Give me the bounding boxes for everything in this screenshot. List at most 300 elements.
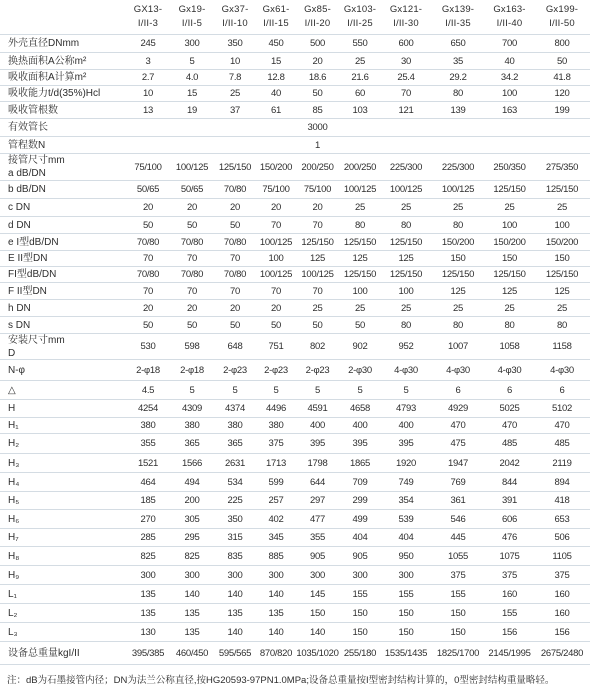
table-cell: 477 [310, 513, 325, 525]
table-cell: 255/180 [343, 647, 377, 659]
table-cell: 18.6 [308, 72, 327, 83]
table-cell: 905 [310, 550, 325, 562]
table-cell: 300 [398, 569, 414, 581]
table-cell: 270 [140, 513, 156, 525]
table-cell: 100/125 [259, 236, 293, 248]
empty-cell [126, 119, 170, 136]
table-cell: 300 [352, 569, 368, 581]
table-cell: 2-φ23 [305, 364, 330, 376]
table-cell: 5 [403, 384, 409, 396]
table-row [0, 642, 590, 665]
table-cell: 140 [227, 588, 243, 600]
table-cell: 5 [273, 384, 279, 396]
row-label-text: 外壳直径DNmm [8, 38, 80, 49]
table-cell: 709 [352, 476, 368, 488]
column-header [296, 0, 339, 34]
table-cell: 150 [502, 253, 517, 264]
column-header-variant: I/II-25 [347, 18, 373, 29]
column-header-variant: I/II-40 [496, 18, 523, 29]
table-cell: 225/300 [441, 161, 475, 173]
table-cell: 25 [557, 302, 567, 314]
table-cell: 80 [401, 319, 411, 331]
table-cell: 160 [554, 588, 570, 600]
table-cell: 250/350 [493, 161, 526, 173]
table-cell: 70 [143, 253, 153, 264]
row-label-text: H₄ [8, 476, 20, 488]
table-cell: 4-φ30 [394, 364, 418, 376]
table-cell: 20 [271, 202, 281, 213]
table-cell: 485 [554, 438, 570, 449]
table-cell: 20 [187, 202, 197, 213]
row-label-text: 管程数N [8, 139, 46, 151]
table-row [0, 154, 590, 181]
table-cell: 650 [450, 38, 466, 49]
table-cell: 50 [230, 319, 240, 331]
table-cell: 25 [453, 302, 463, 314]
table-cell: 70 [187, 285, 197, 297]
row-label-text: H₂ [8, 438, 20, 449]
table-cell: 380 [140, 420, 156, 431]
empty-cell [214, 119, 256, 136]
header-corner [0, 0, 126, 34]
row-label [0, 454, 126, 472]
table-cell: 1105 [552, 550, 572, 562]
table-cell: 1798 [307, 457, 328, 469]
table-row [0, 86, 590, 102]
table-cell: 494 [184, 476, 200, 488]
table-cell: 395 [398, 438, 414, 449]
table-cell: 365 [227, 438, 243, 449]
table-cell: 275/350 [545, 161, 579, 173]
table-cell: 185 [140, 495, 156, 506]
table-cell: 539 [398, 513, 414, 525]
empty-cell [170, 119, 214, 136]
table-cell: 150 [310, 607, 325, 619]
table-row [0, 334, 590, 360]
table-cell: 391 [502, 495, 517, 506]
table-cell: 145 [310, 588, 325, 600]
table-cell: 139 [450, 104, 466, 116]
spanning-value-cell: 3000 [307, 122, 328, 133]
row-label [0, 418, 126, 433]
table-row [0, 267, 590, 283]
empty-cell [256, 137, 296, 153]
column-header [534, 0, 590, 34]
table-cell: 156 [502, 626, 517, 638]
table-cell: 550 [352, 38, 368, 49]
row-label [0, 199, 126, 216]
table-cell: 350 [227, 38, 243, 49]
table-cell: 25 [312, 302, 323, 314]
table-cell: 835 [227, 550, 243, 562]
table-cell: 402 [268, 513, 284, 525]
table-cell: 125/150 [441, 269, 475, 280]
column-header-variant: I/II-15 [263, 18, 289, 29]
row-label-text: s DN [8, 319, 31, 331]
row-label [0, 360, 126, 380]
table-cell: 5 [232, 384, 238, 396]
table-cell: 20 [143, 202, 153, 213]
table-cell: 70 [401, 88, 411, 99]
table-cell: 546 [450, 513, 466, 525]
empty-cell [534, 119, 590, 136]
row-label [0, 434, 126, 453]
table-cell: 121 [398, 104, 414, 116]
table-cell: 4-φ30 [446, 364, 470, 376]
table-cell: 870/820 [259, 647, 293, 659]
table-cell: 5 [189, 384, 195, 396]
table-cell: 599 [268, 476, 284, 488]
table-cell: 445 [450, 532, 466, 543]
table-cell: 50 [143, 319, 153, 331]
row-label [0, 102, 126, 118]
column-header-model: Gx103- [343, 4, 377, 15]
table-cell: 4254 [138, 403, 158, 414]
table-cell: 50 [271, 319, 281, 331]
empty-cell [214, 137, 256, 153]
table-cell: 470 [502, 420, 517, 431]
table-row [0, 585, 590, 604]
table-cell: 125 [352, 253, 368, 264]
column-header-variant: I/II-30 [393, 18, 419, 29]
table-cell: 100/125 [441, 184, 475, 195]
table-cell: 354 [398, 495, 414, 506]
column-header-model: Gx139- [441, 4, 475, 15]
table-cell: 70/80 [136, 236, 160, 248]
table-cell: 300 [227, 569, 243, 581]
column-header [381, 0, 431, 34]
row-label-text: L₁ [8, 588, 17, 600]
row-label-text: △ [8, 384, 16, 396]
table-cell: 700 [502, 38, 517, 49]
row-label [0, 35, 126, 52]
table-cell: 150 [352, 607, 368, 619]
table-cell: 140 [268, 626, 284, 638]
table-cell: 29.2 [449, 72, 467, 83]
table-row [0, 199, 590, 217]
table-cell: 800 [554, 38, 570, 49]
table-cell: 380 [268, 420, 284, 431]
table-cell: 365 [184, 438, 200, 449]
table-cell: 40 [504, 55, 515, 67]
table-row [0, 400, 590, 418]
table-cell: 4.0 [185, 72, 199, 83]
row-label-text: H₅ [8, 495, 20, 506]
empty-cell [256, 119, 296, 136]
table-cell: 2-φ18 [180, 364, 204, 376]
table-cell: 100/125 [389, 184, 423, 195]
table-cell: 2-φ23 [264, 364, 288, 376]
column-header-model: GX13- [133, 4, 163, 15]
row-label-text: L₂ [8, 607, 18, 619]
table-cell: 375 [502, 569, 517, 581]
table-cell: 844 [502, 476, 517, 488]
column-header-variant: I/II-20 [304, 18, 331, 29]
table-cell: 361 [450, 495, 466, 506]
table-cell: 315 [227, 532, 243, 543]
table-cell: 769 [450, 476, 466, 488]
table-cell: 464 [140, 476, 156, 488]
table-cell: 4658 [350, 403, 370, 414]
row-label-text: L₃ [8, 626, 18, 638]
table-cell: 160 [502, 588, 517, 600]
table-cell: 100/125 [343, 184, 377, 195]
row-label [0, 181, 126, 198]
column-header-model: Gx37- [221, 4, 249, 15]
row-label-text: d DN [8, 219, 31, 231]
row-label-text: 设备总重量kgI/II [8, 647, 80, 659]
table-row [0, 70, 590, 86]
table-cell: 648 [227, 341, 243, 352]
table-cell: 25 [557, 202, 567, 213]
row-label [0, 70, 126, 85]
table-cell: 135 [268, 607, 284, 619]
table-cell: 50 [312, 319, 323, 331]
table-cell: 395/385 [131, 647, 165, 659]
table-cell: 125/150 [545, 269, 579, 280]
table-cell: 25 [401, 302, 411, 314]
empty-cell [485, 119, 534, 136]
row-label-text: 吸收面积A计算m² [8, 72, 87, 83]
table-cell: 125 [554, 285, 570, 297]
table-cell: 80 [453, 319, 463, 331]
table-row [0, 418, 590, 434]
table-cell: 300 [310, 569, 325, 581]
table-cell: 825 [184, 550, 200, 562]
table-row [0, 137, 590, 154]
table-cell: 100 [352, 285, 368, 297]
table-cell: 155 [352, 588, 368, 600]
row-label-text: E II型DN [8, 253, 48, 264]
row-label-text: H₈ [8, 550, 20, 562]
table-cell: 6 [507, 384, 512, 396]
column-header-variant: I/II-35 [445, 18, 471, 29]
table-row [0, 360, 590, 381]
table-cell: 70/80 [223, 269, 247, 280]
table-cell: 534 [227, 476, 243, 488]
table-cell: 150/200 [493, 236, 526, 248]
table-cell: 135 [140, 607, 156, 619]
column-header-model: Gx85- [304, 4, 331, 15]
table-cell: 100 [502, 219, 517, 231]
row-label [0, 623, 126, 641]
table-cell: 100/125 [301, 269, 334, 280]
table-cell: 5025 [499, 403, 520, 414]
table-cell: 4.5 [141, 384, 155, 396]
table-cell: 135 [184, 626, 200, 638]
table-cell: 7.8 [228, 72, 242, 83]
table-cell: 644 [310, 476, 325, 488]
table-cell: 2675/2480 [540, 647, 584, 659]
table-cell: 400 [398, 420, 414, 431]
table-cell: 200/250 [301, 161, 334, 173]
row-label [0, 529, 126, 546]
table-cell: 140 [184, 588, 200, 600]
table-row [0, 529, 590, 547]
table-cell: 41.8 [553, 72, 571, 83]
table-row [0, 381, 590, 400]
table-cell: 395 [352, 438, 368, 449]
empty-cell [381, 137, 431, 153]
footnote: 注：dB为石墨接管内径；DN为法兰公称直径,按HG20593-97PN1.0MPa;设备总重量按I型密封结构计算的，0型密封结构重量略轻。 [7, 675, 555, 686]
table-cell: 395 [310, 438, 325, 449]
table-cell: 155 [502, 607, 517, 619]
table-cell: 15 [187, 88, 197, 99]
row-label [0, 473, 126, 491]
row-label [0, 400, 126, 417]
table-row [0, 283, 590, 300]
table-cell: 894 [554, 476, 570, 488]
table-cell: 100 [502, 88, 517, 99]
table-cell: 2-φ18 [136, 364, 160, 376]
table-cell: 1713 [266, 457, 286, 469]
table-cell: 100 [398, 285, 414, 297]
table-cell: 4-φ30 [497, 364, 522, 376]
table-cell: 80 [401, 219, 411, 231]
table-cell: 598 [184, 341, 200, 352]
table-cell: 400 [352, 420, 368, 431]
table-cell: 125/150 [218, 161, 252, 173]
row-label [0, 492, 126, 509]
table-cell: 75/100 [134, 161, 162, 173]
table-cell: 61 [271, 104, 281, 116]
table-cell: 375 [268, 438, 284, 449]
empty-cell [126, 137, 170, 153]
table-cell: 140 [227, 626, 243, 638]
table-cell: 155 [450, 588, 466, 600]
table-row [0, 510, 590, 529]
row-label [0, 251, 126, 266]
table-cell: 50 [355, 319, 365, 331]
table-cell: 80 [504, 319, 515, 331]
row-label-text: FI型dB/DN [8, 269, 57, 280]
table-cell: 418 [554, 495, 570, 506]
table-cell: 70 [187, 253, 197, 264]
row-label-subtext: D [8, 347, 16, 359]
table-cell: 5 [357, 384, 363, 396]
table-cell: 299 [352, 495, 368, 506]
table-cell: 150 [398, 626, 414, 638]
row-label-text: F II型DN [8, 285, 47, 297]
table-cell: 225/300 [389, 161, 423, 173]
table-cell: 1920 [396, 457, 416, 469]
table-row [0, 317, 590, 334]
empty-cell [431, 119, 485, 136]
table-cell: 150/200 [441, 236, 475, 248]
row-label [0, 234, 126, 250]
table-cell: 150 [450, 626, 466, 638]
table-cell: 825 [140, 550, 156, 562]
table-cell: 404 [398, 532, 414, 543]
table-cell: 470 [450, 420, 466, 431]
table-cell: 125 [450, 285, 466, 297]
table-cell: 20 [143, 302, 153, 314]
row-label-text: b dB/DN [8, 184, 46, 195]
table-cell: 450 [268, 38, 284, 49]
table-cell: 75/100 [303, 184, 332, 195]
table-cell: 5 [189, 55, 195, 67]
table-cell: 135 [227, 607, 243, 619]
table-cell: 80 [355, 219, 365, 231]
column-header-variant: I/II-10 [222, 18, 248, 29]
table-row [0, 102, 590, 119]
table-cell: 245 [140, 38, 156, 49]
table-cell: 20 [312, 55, 323, 67]
table-cell: 75/100 [262, 184, 290, 195]
table-cell: 70 [271, 285, 281, 297]
table-cell: 20 [271, 302, 281, 314]
row-label-text: H₉ [8, 569, 20, 581]
table-cell: 1535/1435 [384, 647, 428, 659]
table-cell: 150/200 [545, 236, 579, 248]
table-cell: 257 [268, 495, 284, 506]
row-label-text: 换热面积A公称m² [8, 55, 87, 67]
table-cell: 80 [557, 319, 567, 331]
table-cell: 375 [554, 569, 570, 581]
table-cell: 125/150 [493, 269, 526, 280]
table-cell: 2631 [225, 457, 245, 469]
table-row [0, 217, 590, 234]
table-cell: 70/80 [223, 184, 247, 195]
row-label-text: H [8, 403, 16, 414]
table-cell: 460/450 [175, 647, 209, 659]
table-cell: 5102 [552, 403, 572, 414]
table-cell: 50 [312, 88, 323, 99]
empty-cell [485, 137, 534, 153]
table-cell: 130 [140, 626, 156, 638]
table-cell: 475 [450, 438, 466, 449]
table-cell: 100/125 [259, 269, 293, 280]
table-cell: 2.7 [141, 72, 155, 83]
table-cell: 2-φ30 [348, 364, 372, 376]
table-cell: 295 [184, 532, 200, 543]
table-cell: 4793 [396, 403, 416, 414]
table-cell: 60 [355, 88, 365, 99]
table-cell: 163 [502, 104, 517, 116]
table-cell: 25 [355, 202, 365, 213]
table-cell: 1075 [499, 550, 520, 562]
table-row [0, 251, 590, 267]
row-label [0, 566, 126, 584]
table-cell: 6 [455, 384, 461, 396]
row-label-text: 吸收管根数 [8, 104, 58, 116]
table-cell: 70/80 [223, 236, 247, 248]
row-label-text: 吸收能力t/d(35%)Hcl [8, 88, 101, 99]
table-cell: 156 [554, 626, 570, 638]
table-cell: 125/150 [493, 184, 526, 195]
table-cell: 2-φ23 [223, 364, 247, 376]
row-label-text: N-φ [8, 364, 26, 376]
table-cell: 70 [230, 285, 240, 297]
table-cell: 485 [502, 438, 517, 449]
column-header-model: Gx199- [545, 4, 579, 15]
table-cell: 2042 [499, 457, 520, 469]
table-cell: 50/65 [136, 184, 160, 195]
table-cell: 50 [143, 219, 153, 231]
table-cell: 751 [268, 341, 284, 352]
column-header-model: Gx61- [262, 4, 290, 15]
table-cell: 80 [453, 88, 463, 99]
column-header [485, 0, 534, 34]
table-cell: 70 [230, 253, 240, 264]
column-header-variant: I/II-3 [137, 18, 159, 29]
row-label [0, 267, 126, 282]
table-cell: 300 [140, 569, 156, 581]
table-cell: 1521 [138, 457, 158, 469]
empty-cell [339, 119, 381, 136]
table-cell: 500 [310, 38, 325, 49]
table-cell: 25 [453, 202, 463, 213]
